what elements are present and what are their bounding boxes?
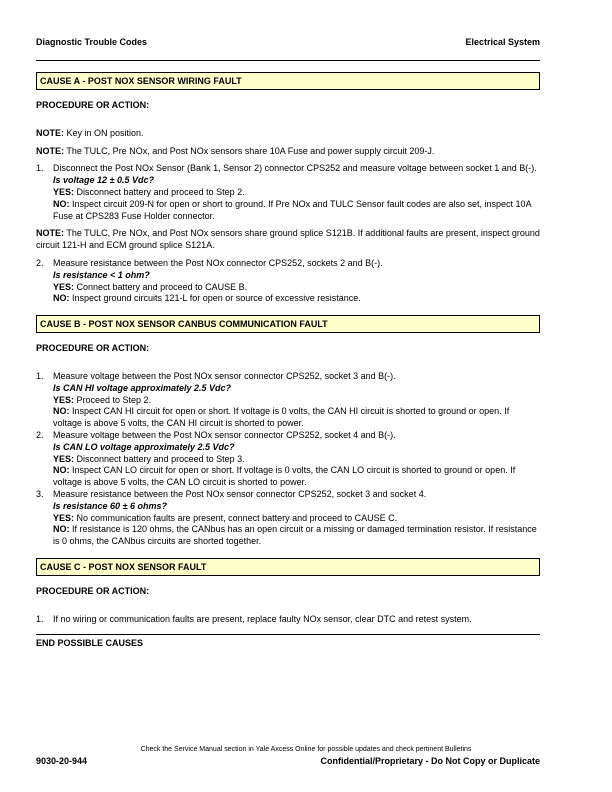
- step-question: Is CAN LO voltage approximately 2.5 Vdc?: [53, 441, 235, 452]
- no-label: NO:: [53, 465, 70, 476]
- cause-a-note-2: [36, 146, 540, 158]
- header-system-title: Electrical System: [465, 37, 540, 47]
- no-label: NO:: [53, 406, 70, 417]
- cause-a-step-2: [36, 258, 540, 305]
- no-text: Inspect ground circuits 121-L for open or source of excessive resistance.: [69, 293, 361, 304]
- cause-a-note-3: [36, 228, 540, 252]
- cause-c-procedure-heading: PROCEDURE OR ACTION:: [36, 585, 150, 596]
- cause-a-step-1: [36, 163, 540, 222]
- header-divider: [36, 60, 540, 61]
- footer-note: Check the Service Manual section in Yale Axcess Online for possible updates and check pertinent Bulletins: [140, 746, 472, 753]
- cause-a-note-1: [36, 128, 540, 140]
- cause-b-step-1: [36, 371, 540, 430]
- no-text: Inspect circuit 209-N for open or short to ground. If Pre NOx and TULC Sensor fault codes are also set, inspect 10A Fuse at CPS283 Fuse Holder connector.: [53, 198, 532, 221]
- yes-label: YES:: [53, 453, 75, 464]
- yes-label: YES:: [53, 512, 75, 523]
- step-yes: [53, 513, 540, 525]
- cause-b-step-3: [36, 489, 540, 548]
- yes-text: Disconnect battery and proceed to Step 3.: [74, 453, 245, 464]
- yes-text: No communication faults are present, connect battery and proceed to CAUSE C.: [74, 512, 398, 523]
- step-text: Measure voltage between the Post NOx sensor connector CPS252, socket 3 and B(-).: [53, 370, 396, 381]
- no-label: NO:: [53, 293, 70, 304]
- no-text: Inspect CAN LO circuit for open or short. If voltage is 0 volts, the CAN LO circuit is shorted to ground or open. If voltage is above 5 volts, the CAN LO circuit is shorted to power.: [53, 465, 516, 488]
- yes-text: Connect battery and proceed to CAUSE B.: [74, 281, 248, 292]
- step-number: 1.: [36, 163, 44, 174]
- step-no: [53, 524, 540, 548]
- step-question: Is CAN HI voltage approximately 2.5 Vdc?: [53, 382, 232, 393]
- note-label: NOTE:: [36, 228, 64, 239]
- end-possible-causes: END POSSIBLE CAUSES: [36, 637, 144, 648]
- footer-document-number: 9030-20-944: [36, 756, 88, 766]
- footer-confidential: Confidential/Proprietary - Do Not Copy or Duplicate: [320, 756, 540, 766]
- step-question: Is voltage 12 ± 0.5 Vdc?: [53, 175, 154, 186]
- yes-label: YES:: [53, 186, 75, 197]
- cause-a-procedure-heading: PROCEDURE OR ACTION:: [36, 100, 150, 110]
- note-text: Key in ON position.: [64, 127, 144, 138]
- step-text: Measure voltage between the Post NOx sensor connector CPS252, socket 4 and B(-).: [53, 429, 396, 440]
- cause-b-heading: CAUSE B - POST NOX SENSOR CANBUS COMMUNICATION FAULT: [36, 315, 540, 333]
- step-no: [53, 406, 540, 430]
- note-text: The TULC, Pre NOx, and Post NOx sensors share 10A Fuse and power supply circuit 209-J.: [64, 145, 435, 156]
- step-number: 2.: [36, 429, 44, 440]
- step-yes: [53, 395, 540, 407]
- yes-label: YES:: [53, 281, 75, 292]
- cause-a-heading: CAUSE A - POST NOX SENSOR WIRING FAULT: [36, 72, 540, 90]
- step-yes: [53, 187, 540, 199]
- step-number: 2.: [36, 257, 44, 268]
- cause-c-step-1: [36, 614, 540, 626]
- header-section-title: Diagnostic Trouble Codes: [36, 37, 148, 47]
- step-question: Is resistance 60 ± 6 ohms?: [53, 500, 167, 511]
- note-label: NOTE:: [36, 145, 64, 156]
- note-label: NOTE:: [36, 127, 64, 138]
- step-no: [53, 199, 540, 223]
- end-divider: [36, 634, 540, 635]
- step-no: [53, 465, 540, 489]
- step-yes: [53, 454, 540, 466]
- step-number: 3.: [36, 488, 44, 499]
- step-question: Is resistance < 1 ohm?: [53, 269, 150, 280]
- step-number: 1.: [36, 613, 44, 624]
- yes-text: Disconnect battery and proceed to Step 2.: [74, 186, 245, 197]
- cause-b-procedure-heading: PROCEDURE OR ACTION:: [36, 343, 150, 354]
- step-yes: [53, 282, 540, 294]
- cause-c-heading: CAUSE C - POST NOX SENSOR FAULT: [36, 558, 540, 576]
- step-text: Measure resistance between the Post NOx sensor connector CPS252, socket 3 and socket 4.: [53, 488, 427, 499]
- step-number: 1.: [36, 370, 44, 381]
- step-text: Disconnect the Post NOx Sensor (Bank 1, Sensor 2) connector CPS252 and measure voltage between socket 1 and B(-).: [53, 163, 537, 174]
- cause-b-step-2: [36, 430, 540, 489]
- no-text: Inspect CAN HI circuit for open or short. If voltage is 0 volts, the CAN HI circuit is shorted to ground or open. If voltage is above 5 volts, the CAN HI circuit is shorted to power.: [53, 406, 510, 429]
- yes-label: YES:: [53, 394, 75, 405]
- document-body: [36, 72, 540, 649]
- no-text: If resistance is 120 ohms, the CANbus has an open circuit or a missing or damaged termination resistor. If resistance is 0 ohms, the CANbus circuits are shorted together.: [53, 524, 537, 547]
- no-label: NO:: [53, 524, 70, 535]
- yes-text: Proceed to Step 2.: [74, 394, 152, 405]
- no-label: NO:: [53, 198, 70, 209]
- step-no: [53, 293, 540, 305]
- note-text: The TULC, Pre NOx, and Post NOx sensors share ground splice S121B. If additional faults are present, inspect ground circuit 121-H and ECM ground splice S121A.: [36, 228, 540, 251]
- step-text: Measure resistance between the Post NOx connector CPS252, sockets 2 and B(-).: [53, 257, 383, 268]
- step-text: If no wiring or communication faults are present, replace faulty NOx sensor, clear DTC and retest system.: [53, 613, 472, 624]
